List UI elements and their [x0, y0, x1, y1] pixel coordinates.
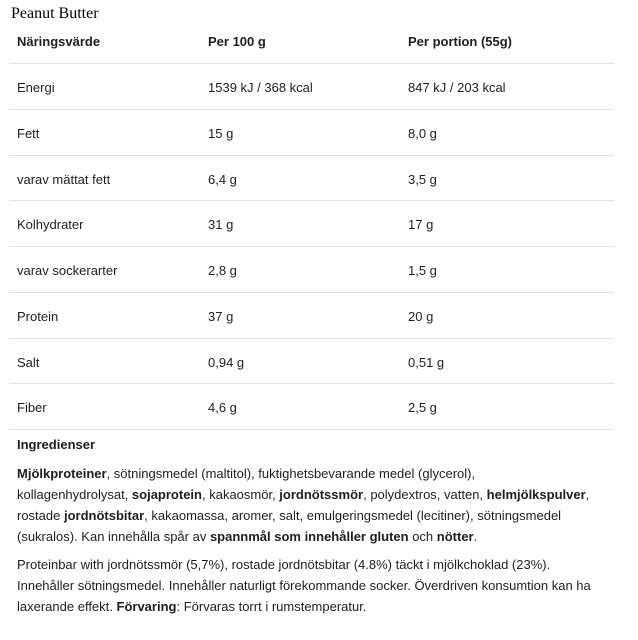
per-100g-value: 4,6 g: [208, 400, 237, 416]
column-header: Per 100 g: [208, 34, 266, 49]
per-100g-value: 2,8 g: [208, 263, 237, 278]
column-header: Per portion (55g): [408, 34, 513, 49]
nutrient-name: Kolhydrater: [17, 217, 84, 233]
nutrient-name: varav mättat fett: [17, 171, 111, 187]
ingredient-fragment: jordnötsbitar: [63, 508, 145, 523]
ingredient-fragment: .: [473, 529, 478, 544]
table-row: [9, 384, 614, 430]
table-row: [9, 339, 614, 385]
per-100g-value: 15 g: [208, 125, 234, 141]
ingredient-fragment: helmjölkspulver: [486, 487, 586, 502]
ingredient-fragment: , kakaosmör,: [201, 487, 280, 502]
table-row: [9, 156, 614, 202]
per-portion-value: 847 kJ / 203 kcal: [408, 80, 506, 95]
per-portion-value: 0,51 g: [408, 354, 445, 370]
per-portion-value: 8,0 g: [408, 125, 437, 141]
nutrient-name: varav sockerarter: [17, 263, 118, 278]
ingredient-fragment: spannmål som innehåller gluten: [209, 529, 409, 544]
nutrient-name: Protein: [17, 308, 59, 324]
per-100g-value: 1539 kJ / 368 kcal: [208, 80, 313, 95]
nutrient-name: Energi: [17, 80, 55, 95]
table-header-row: [9, 25, 614, 64]
product-note: [17, 554, 617, 617]
ingredients-heading: Ingredienser: [17, 437, 96, 452]
note-fragment: Proteinbar with jordnötssmör (5,7%), rostade jordnötsbitar (4.8%) täckt i mjölkchoklad (23%). Innehåller sötningsmedel. Innehåller naturligt förekommande socker. Överdriven konsumtion kan ha laxerande effekt.: [17, 557, 591, 614]
ingredient-fragment: , rostade: [17, 487, 590, 523]
nutrient-name: Fett: [17, 125, 40, 141]
note-fragment: : Förvaras torrt i rumstemperatur.: [176, 599, 367, 614]
table-row: [9, 64, 614, 110]
table-row: [9, 110, 614, 156]
per-portion-value: 3,5 g: [408, 171, 437, 187]
product-title: Peanut Butter: [11, 5, 99, 22]
ingredient-fragment: nötter: [436, 529, 474, 544]
ingredient-fragment: , sötningsmedel (maltitol), fuktighetsbevarande medel (glycerol), kollagenhydrolysat,: [17, 466, 476, 502]
nutrition-table: [9, 25, 614, 430]
ingredient-fragment: Mjölkproteiner: [17, 466, 107, 481]
note-fragment: Förvaring: [116, 599, 177, 614]
ingredient-fragment: sojaprotein: [131, 487, 202, 502]
column-header: Näringsvärde: [17, 34, 101, 49]
ingredient-fragment: , kakaomassa, aromer, salt, emulgeringsmedel (lecitiner), sötningsmedel (sukralos). Kan innehålla spår av: [17, 508, 562, 544]
nutrient-name: Fiber: [17, 400, 47, 416]
per-portion-value: 20 g: [408, 308, 434, 324]
nutrient-name: Salt: [17, 354, 40, 370]
table-row: [9, 201, 614, 247]
per-100g-value: 37 g: [208, 308, 234, 324]
ingredient-fragment: , polydextros, vatten,: [363, 487, 487, 502]
per-portion-value: 17 g: [408, 217, 434, 233]
per-100g-value: 0,94 g: [208, 354, 245, 370]
per-portion-value: 1,5 g: [408, 263, 437, 278]
ingredient-fragment: och: [408, 529, 437, 544]
table-row: [9, 293, 614, 339]
per-100g-value: 31 g: [208, 217, 234, 233]
per-100g-value: 6,4 g: [208, 171, 237, 187]
ingredient-fragment: jordnötssmör: [279, 487, 364, 502]
per-portion-value: 2,5 g: [408, 400, 437, 416]
ingredients-text: [17, 463, 617, 547]
table-row: [9, 247, 614, 293]
